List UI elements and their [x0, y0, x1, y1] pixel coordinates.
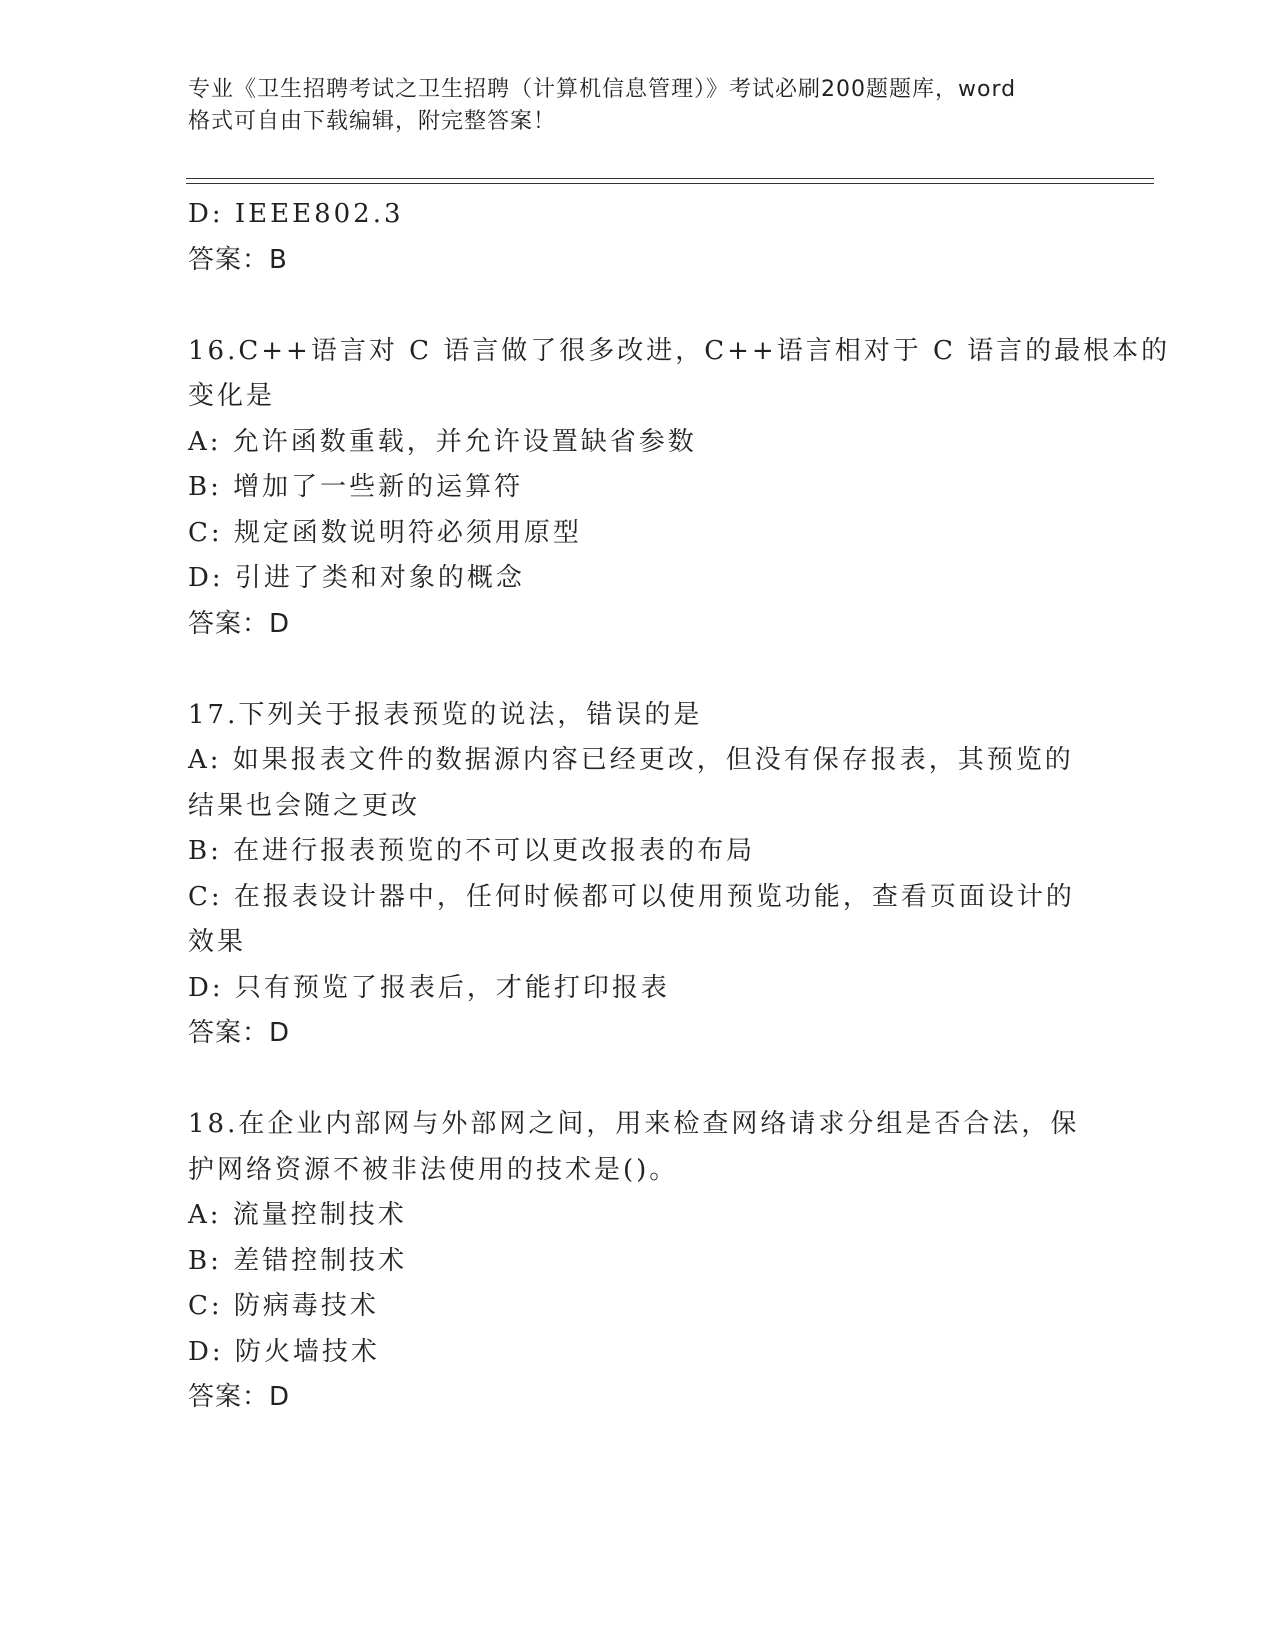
answer: 答案：D [188, 1018, 291, 1048]
question-stem: 护网络资源不被非法使用的技术是()。 [188, 1154, 679, 1185]
answer-prev: 答案：B [188, 244, 288, 275]
document-content [188, 192, 1171, 1421]
header-rule-top [186, 178, 1154, 179]
question-18 [188, 1102, 1088, 1421]
option-d: D: 防火墙技术 [188, 1336, 380, 1367]
question-stem: 16.C++语言对 C 语言做了很多改进，C++语言相对于 C 语言的最根本的 [188, 335, 1171, 366]
option-d-prev: D: IEEE802.3 [188, 199, 404, 229]
option-a-cont: 结果也会随之更改 [188, 790, 421, 821]
header-line-2: 格式可自由下载编辑，附完整答案！ [188, 109, 557, 134]
document-header [188, 74, 1088, 138]
option-b: B: 在进行报表预览的不可以更改报表的布局 [188, 836, 756, 866]
question-stem: 变化是 [188, 381, 276, 411]
option-a: A: 流量控制技术 [188, 1200, 407, 1230]
option-b: B: 增加了一些新的运算符 [188, 472, 524, 502]
answer: 答案：D [188, 1382, 291, 1412]
option-a: A: 如果报表文件的数据源内容已经更改，但没有保存报表，其预览的 [188, 745, 1074, 775]
option-b: B: 差错控制技术 [188, 1245, 408, 1276]
option-c: C: 规定函数说明符必须用原型 [188, 517, 582, 548]
header-rule-bottom [186, 183, 1154, 184]
question-16 [188, 329, 1171, 648]
answer: 答案：D [188, 608, 291, 639]
question-17 [188, 693, 1088, 1057]
option-c-cont: 效果 [188, 927, 247, 957]
option-d: D: 引进了类和对象的概念 [188, 563, 525, 593]
option-c: C: 防病毒技术 [188, 1291, 379, 1321]
question-stem: 17.下列关于报表预览的说法，错误的是 [188, 699, 703, 730]
question-stem: 18.在企业内部网与外部网之间，用来检查网络请求分组是否合法，保 [188, 1109, 1080, 1139]
header-line-1: 专业《卫生招聘考试之卫生招聘（计算机信息管理）》考试必刷200题题库，word [188, 77, 1017, 102]
option-c: C: 在报表设计器中，任何时候都可以使用预览功能，查看页面设计的 [188, 881, 1075, 912]
option-d: D: 只有预览了报表后，才能打印报表 [188, 972, 670, 1003]
option-a: A: 允许函数重载，并允许设置缺省参数 [188, 426, 697, 457]
